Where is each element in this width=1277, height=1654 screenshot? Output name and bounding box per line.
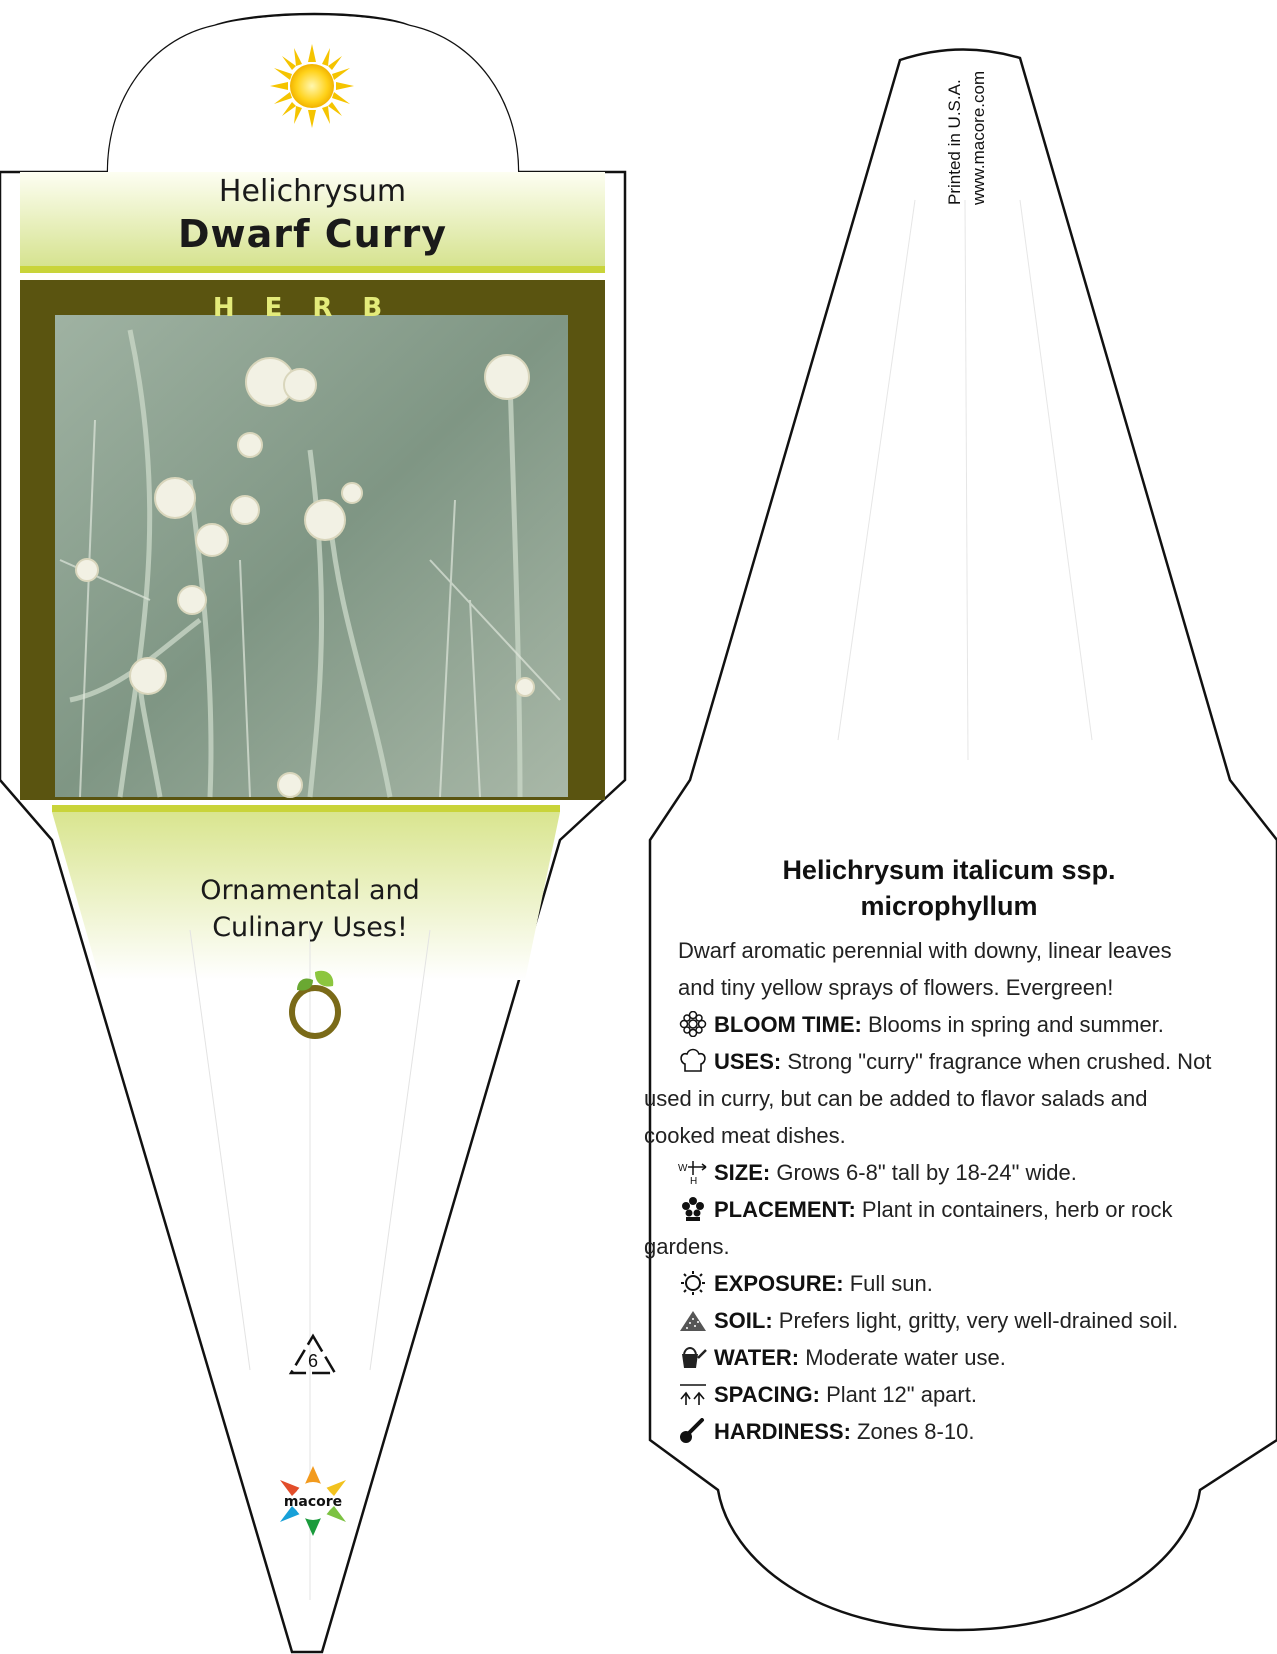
brand-name: macore [283,1494,343,1510]
detail-label: SPACING: [714,1382,820,1407]
detail-value: Moderate water use. [805,1345,1006,1370]
flower-icon [678,1011,708,1037]
detail-exposure [678,1265,1248,1302]
printed-info [945,70,995,355]
size-icon [678,1159,708,1185]
category-label: HERB [212,293,413,323]
detail-water [678,1339,1248,1376]
plant-photo [55,315,568,797]
website: www.macore.com [969,70,988,205]
detail-label: BLOOM TIME: [714,1012,862,1037]
detail-spacing [678,1376,1248,1413]
detail-bloom-time [678,1006,1248,1043]
common-name-genus: Helichrysum [218,174,407,209]
chef-hat-icon [678,1048,708,1074]
detail-label: SIZE: [714,1160,771,1185]
svg-text:H: H [690,1176,698,1185]
detail-value: Blooms in spring and summer. [868,1012,1164,1037]
tagline-line-2: Culinary Uses! [212,912,408,943]
thermometer-icon [678,1418,708,1444]
detail-label: PLACEMENT: [714,1197,856,1222]
detail-label: WATER: [714,1345,800,1370]
sun-icon [270,44,354,128]
watering-can-icon [678,1344,708,1370]
sun-outline-icon [678,1270,708,1296]
detail-value: Prefers light, gritty, very well-drained soil. [778,1308,1179,1333]
detail-value-cont: used in curry, but can be added to flavor salads and [644,1086,1148,1111]
plant-details [644,932,1248,1450]
description-line-1: Dwarf aromatic perennial with downy, linear leaves [678,938,1172,963]
detail-label: EXPOSURE: [714,1271,844,1296]
recycle-icon [287,1333,339,1379]
detail-label: USES: [714,1049,782,1074]
tagline [60,872,560,946]
detail-value: Zones 8-10. [857,1419,975,1444]
description-line-2: and tiny yellow sprays of flowers. Evergreen! [678,975,1114,1000]
detail-hardiness [678,1413,1248,1450]
edible-leaf-icon [285,962,345,1042]
common-name-variety: Dwarf Curry [178,212,447,256]
detail-value-cont: gardens. [644,1234,730,1259]
detail-value: Plant 12" apart. [826,1382,977,1407]
detail-uses [678,1043,1248,1080]
detail-value: Grows 6-8" tall by 18-24" wide. [776,1160,1077,1185]
svg-text:W: W [678,1163,688,1174]
detail-value-cont: cooked meat dishes. [644,1123,846,1148]
recycle-code: 6 [307,1351,319,1371]
scientific-name-line-2: microphyllum [860,891,1038,921]
detail-label: SOIL: [714,1308,773,1333]
detail-soil [678,1302,1248,1339]
scientific-name-line-1: Helichrysum italicum ssp. [782,855,1116,885]
scientific-name [650,852,1248,924]
soil-icon [678,1307,708,1333]
detail-size [678,1154,1248,1191]
detail-label: HARDINESS: [714,1419,851,1444]
tagline-line-1: Ornamental and [200,875,420,906]
macore-logo [272,1466,354,1536]
placement-icon [678,1196,708,1222]
printed-in: Printed in U.S.A. [945,79,964,205]
detail-value: Full sun. [849,1271,933,1296]
detail-placement [678,1191,1248,1228]
spacing-icon [678,1381,708,1407]
detail-value: Plant in containers, herb or rock [861,1197,1173,1222]
detail-value: Strong "curry" fragrance when crushed. Not [787,1049,1212,1074]
